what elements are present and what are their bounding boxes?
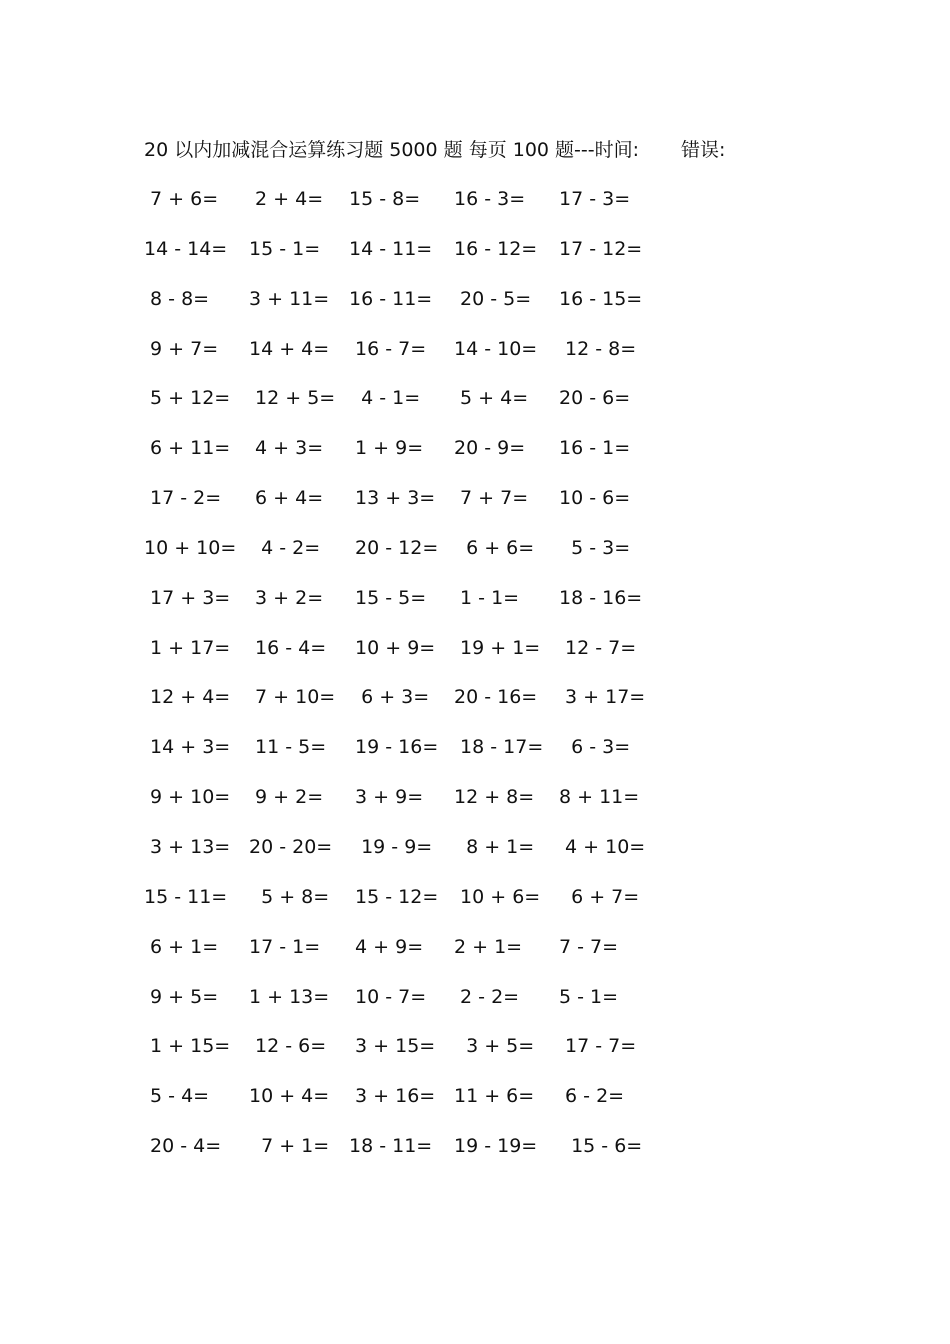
problem-item: 1 + 13=: [249, 985, 330, 1008]
problem-item: 12 - 7=: [559, 636, 637, 659]
problem-item: 15 - 1=: [249, 237, 321, 260]
problem-item: 20 - 9=: [454, 437, 526, 460]
problem-item: 3 + 16=: [349, 1085, 436, 1108]
problem-item: 18 - 16=: [559, 586, 643, 609]
problem-item: 6 + 11=: [144, 437, 231, 460]
problem-item: 7 + 7=: [454, 487, 529, 510]
problem-item: 9 + 7=: [144, 337, 219, 360]
problem-item: 6 + 3=: [349, 686, 430, 709]
problem-item: 14 + 4=: [249, 337, 330, 360]
problem-item: 3 + 15=: [349, 1035, 436, 1058]
problem-item: 20 - 16=: [454, 686, 538, 709]
problem-item: 2 - 2=: [454, 985, 520, 1008]
problem-item: 7 - 7=: [559, 935, 619, 958]
problem-item: 5 + 12=: [144, 387, 231, 410]
problem-item: 17 - 12=: [559, 237, 643, 260]
problem-item: 17 + 3=: [144, 586, 231, 609]
problem-item: 15 - 6=: [559, 1135, 643, 1158]
problem-item: 1 + 15=: [144, 1035, 231, 1058]
problem-item: 12 + 5=: [249, 387, 336, 410]
problem-item: 3 + 17=: [559, 686, 646, 709]
problem-item: 1 + 17=: [144, 636, 231, 659]
problem-item: 8 - 8=: [144, 287, 210, 310]
problem-item: 5 + 8=: [249, 885, 330, 908]
problem-item: 7 + 6=: [144, 188, 219, 210]
problem-item: 3 + 13=: [144, 835, 231, 858]
problem-item: 16 - 1=: [559, 437, 631, 460]
problem-item: 19 + 1=: [454, 636, 541, 659]
problem-item: 6 + 7=: [559, 885, 640, 908]
problem-item: 4 - 2=: [249, 536, 321, 559]
problem-item: 6 - 3=: [559, 736, 631, 759]
problem-item: 4 + 9=: [349, 935, 424, 958]
problem-item: 16 - 12=: [454, 237, 538, 260]
problem-item: 18 - 11=: [349, 1135, 433, 1158]
problem-item: 9 + 10=: [144, 786, 231, 809]
problem-item: 3 + 11=: [249, 287, 330, 310]
problem-item: 6 + 1=: [144, 935, 219, 958]
problem-item: 10 + 9=: [349, 636, 436, 659]
problem-item: 16 - 7=: [349, 337, 427, 360]
problem-item: 15 - 8=: [349, 188, 421, 210]
problem-item: 14 + 3=: [144, 736, 231, 759]
problem-item: 7 + 1=: [249, 1135, 330, 1158]
problem-item: 2 + 4=: [249, 188, 324, 210]
problem-item: 20 - 6=: [559, 387, 631, 410]
problem-item: 14 - 11=: [349, 237, 433, 260]
problem-item: 17 - 1=: [249, 935, 321, 958]
problem-item: 16 - 11=: [349, 287, 433, 310]
problem-item: 15 - 5=: [349, 586, 427, 609]
problem-item: 10 + 6=: [454, 885, 541, 908]
problem-item: 16 - 15=: [559, 287, 643, 310]
problem-item: 17 - 2=: [144, 487, 222, 510]
problem-item: 18 - 17=: [454, 736, 544, 759]
problem-item: 17 - 3=: [559, 188, 631, 210]
problem-item: 11 - 5=: [249, 736, 327, 759]
problem-item: 6 - 2=: [559, 1085, 625, 1108]
worksheet-title: 20 以内加减混合运算练习题 5000 题 每页 100 题---时间:: [144, 139, 640, 161]
problem-item: 19 - 19=: [454, 1135, 538, 1158]
problem-item: 15 - 11=: [144, 885, 228, 908]
problem-item: 3 + 9=: [349, 786, 424, 809]
problem-item: 5 - 4=: [144, 1085, 210, 1108]
problem-item: 9 + 5=: [144, 985, 219, 1008]
error-label: 错误:: [681, 139, 726, 161]
problem-item: 4 + 10=: [559, 835, 646, 858]
problem-item: 6 + 4=: [249, 487, 324, 510]
problem-item: 10 + 4=: [249, 1085, 330, 1108]
problem-item: 16 - 4=: [249, 636, 327, 659]
problem-item: 1 + 9=: [349, 437, 424, 460]
problem-item: 4 + 3=: [249, 437, 324, 460]
problem-item: 2 + 1=: [454, 935, 523, 958]
problem-item: 12 + 4=: [144, 686, 231, 709]
problem-item: 14 - 14=: [144, 237, 228, 260]
problem-item: 19 - 9=: [349, 835, 433, 858]
problem-item: 20 - 20=: [249, 835, 333, 858]
problem-item: 3 + 5=: [454, 1035, 535, 1058]
problem-item: 12 - 8=: [559, 337, 637, 360]
problem-item: 3 + 2=: [249, 586, 324, 609]
problem-item: 10 - 7=: [349, 985, 427, 1008]
problem-item: 6 + 6=: [454, 536, 535, 559]
problem-item: 13 + 3=: [349, 487, 436, 510]
problem-item: 9 + 2=: [249, 786, 324, 809]
problem-item: 12 - 6=: [249, 1035, 327, 1058]
problem-item: 4 - 1=: [349, 387, 421, 410]
problem-item: 8 + 11=: [559, 786, 640, 809]
problem-item: 1 - 1=: [454, 586, 520, 609]
problem-item: 20 - 12=: [349, 536, 439, 559]
problem-item: 7 + 10=: [249, 686, 336, 709]
problem-item: 10 - 6=: [559, 487, 631, 510]
problem-item: 19 - 16=: [349, 736, 439, 759]
problem-item: 12 + 8=: [454, 786, 535, 809]
problem-item: 5 - 3=: [559, 536, 631, 559]
problem-item: 5 - 1=: [559, 985, 619, 1008]
problem-item: 5 + 4=: [454, 387, 529, 410]
problem-item: 11 + 6=: [454, 1085, 535, 1108]
problem-item: 20 - 4=: [144, 1135, 222, 1158]
problem-item: 8 + 1=: [454, 835, 535, 858]
problem-item: 20 - 5=: [454, 287, 532, 310]
problem-item: 14 - 10=: [454, 337, 538, 360]
problem-item: 10 + 10=: [144, 536, 237, 559]
problem-item: 17 - 7=: [559, 1035, 637, 1058]
problem-item: 15 - 12=: [349, 885, 439, 908]
problem-item: 16 - 3=: [454, 188, 526, 210]
worksheet-header: [144, 136, 725, 164]
